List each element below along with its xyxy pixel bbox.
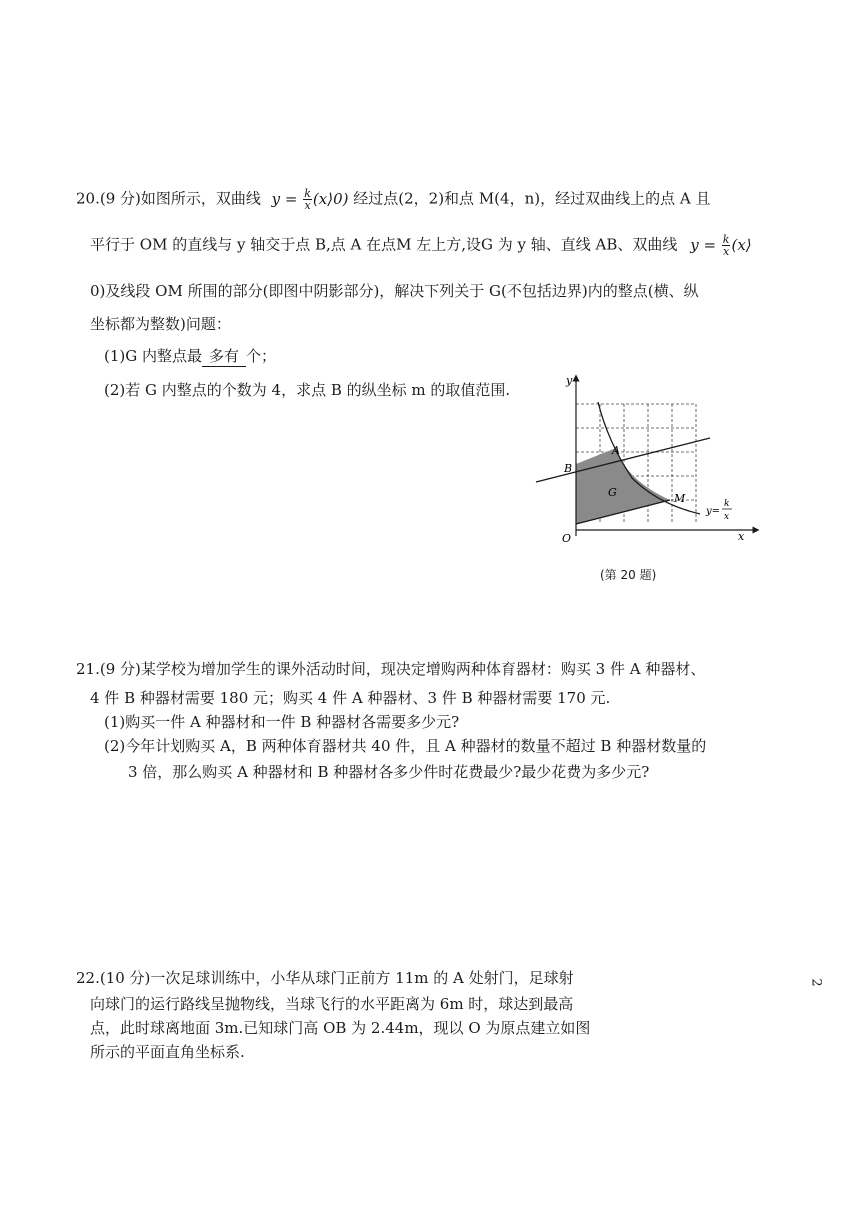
q20-line2 <box>90 234 752 257</box>
q20-answer-blank: 多有 <box>202 346 246 367</box>
curve-label-x: x <box>724 512 730 522</box>
q20-line3: 0)及线段 OM 所围的部分(即图中阴影部分)，解决下列关于 G(不包括边界)内的整点(横、纵 <box>90 282 699 300</box>
q20-curve-equation <box>271 187 354 212</box>
q20-part1 <box>104 346 276 367</box>
curve-label-k: k <box>724 499 730 509</box>
q20-fraction <box>303 188 312 211</box>
q22-line2: 向球门的运行路线呈抛物线，当球飞行的水平距离为 6m 时，球达到最高 <box>90 995 574 1013</box>
q20-fraction-den: x <box>304 199 311 212</box>
q22-line3: 点，此时球离地面 3m.已知球门高 OB 为 2.44m，现以 O 为原点建立如图 <box>90 1019 591 1037</box>
label-o: O <box>562 532 572 544</box>
figure-caption: (第 20 题) <box>600 568 657 582</box>
q21-part2-line1: (2)今年计划购买 A，B 两种体育器材共 40 件，且 A 种器材的数量不超过 B 种器材数量的 <box>104 737 707 755</box>
label-b: B <box>564 462 573 475</box>
q20-line2-fraction-den: x <box>723 245 730 258</box>
label-x: x <box>738 530 745 543</box>
q20-part1-tail: 个； <box>246 347 277 365</box>
q20-curve-eq: = <box>280 189 303 208</box>
q20-part2: (2)若 G 内整点的个数为 4，求点 B 的纵坐标 m 的取值范围. <box>104 381 511 399</box>
q20-fraction-num: k <box>304 187 311 200</box>
q20-line2-equation <box>690 233 752 258</box>
q22-line4: 所示的平面直角坐标系. <box>90 1043 245 1061</box>
q20-line1 <box>76 188 710 211</box>
q20-line2-fraction-num: k <box>722 233 730 246</box>
q20-line2-fraction <box>722 234 731 257</box>
q21-line2: 4 件 B 种器材需要 180 元；购买 4 件 A 种器材、3 件 B 种器材需要 170 元. <box>90 689 611 707</box>
label-y: y <box>566 374 573 387</box>
q20-part1-text: (1)G 内整点最 <box>104 347 202 365</box>
q21-part2-line2: 3 倍，那么购买 A 种器材和 B 种器材各多少件时花费最少?最少花费为多少元? <box>128 763 650 781</box>
page-number: 2 <box>808 978 824 987</box>
label-g: G <box>608 486 617 499</box>
q21-line1: 21.(9 分)某学校为增加学生的课外活动时间，现决定增购两种体育器材：购买 3 件 A 种器材、 <box>76 660 706 678</box>
q22-line1: 22.(10 分)一次足球训练中，小华从球门正前方 11m 的 A 处射门，足球射 <box>76 969 574 987</box>
q21-part1: (1)购买一件 A 种器材和一件 B 种器材各需要多少元? <box>104 713 460 731</box>
q20-curve-cond: (x⟩0) <box>312 189 349 208</box>
label-a: A <box>612 444 620 457</box>
curve-label-y: y= <box>706 506 721 517</box>
q20-line2-cond: (x⟩ <box>731 235 752 254</box>
q20-figure <box>528 372 760 544</box>
label-m: M <box>674 492 686 505</box>
q20-line4: 坐标都为整数)问题： <box>90 315 231 333</box>
q20-line2-eq: = <box>698 235 721 254</box>
q20-line2-y: y <box>690 235 699 254</box>
q20-stem-text-b: 经过点(2，2)和点 M(4，n)，经过双曲线上的点 A 且 <box>353 189 711 208</box>
q20-stem-text: 20.(9 分)如图所示，双曲线 <box>76 189 261 208</box>
q20-line2-text: 平行于 OM 的直线与 y 轴交于点 B,点 A 在点M 左上方,设G 为 y 轴、直线 AB、双曲线 <box>90 235 678 254</box>
q20-curve-y: y <box>271 189 281 208</box>
